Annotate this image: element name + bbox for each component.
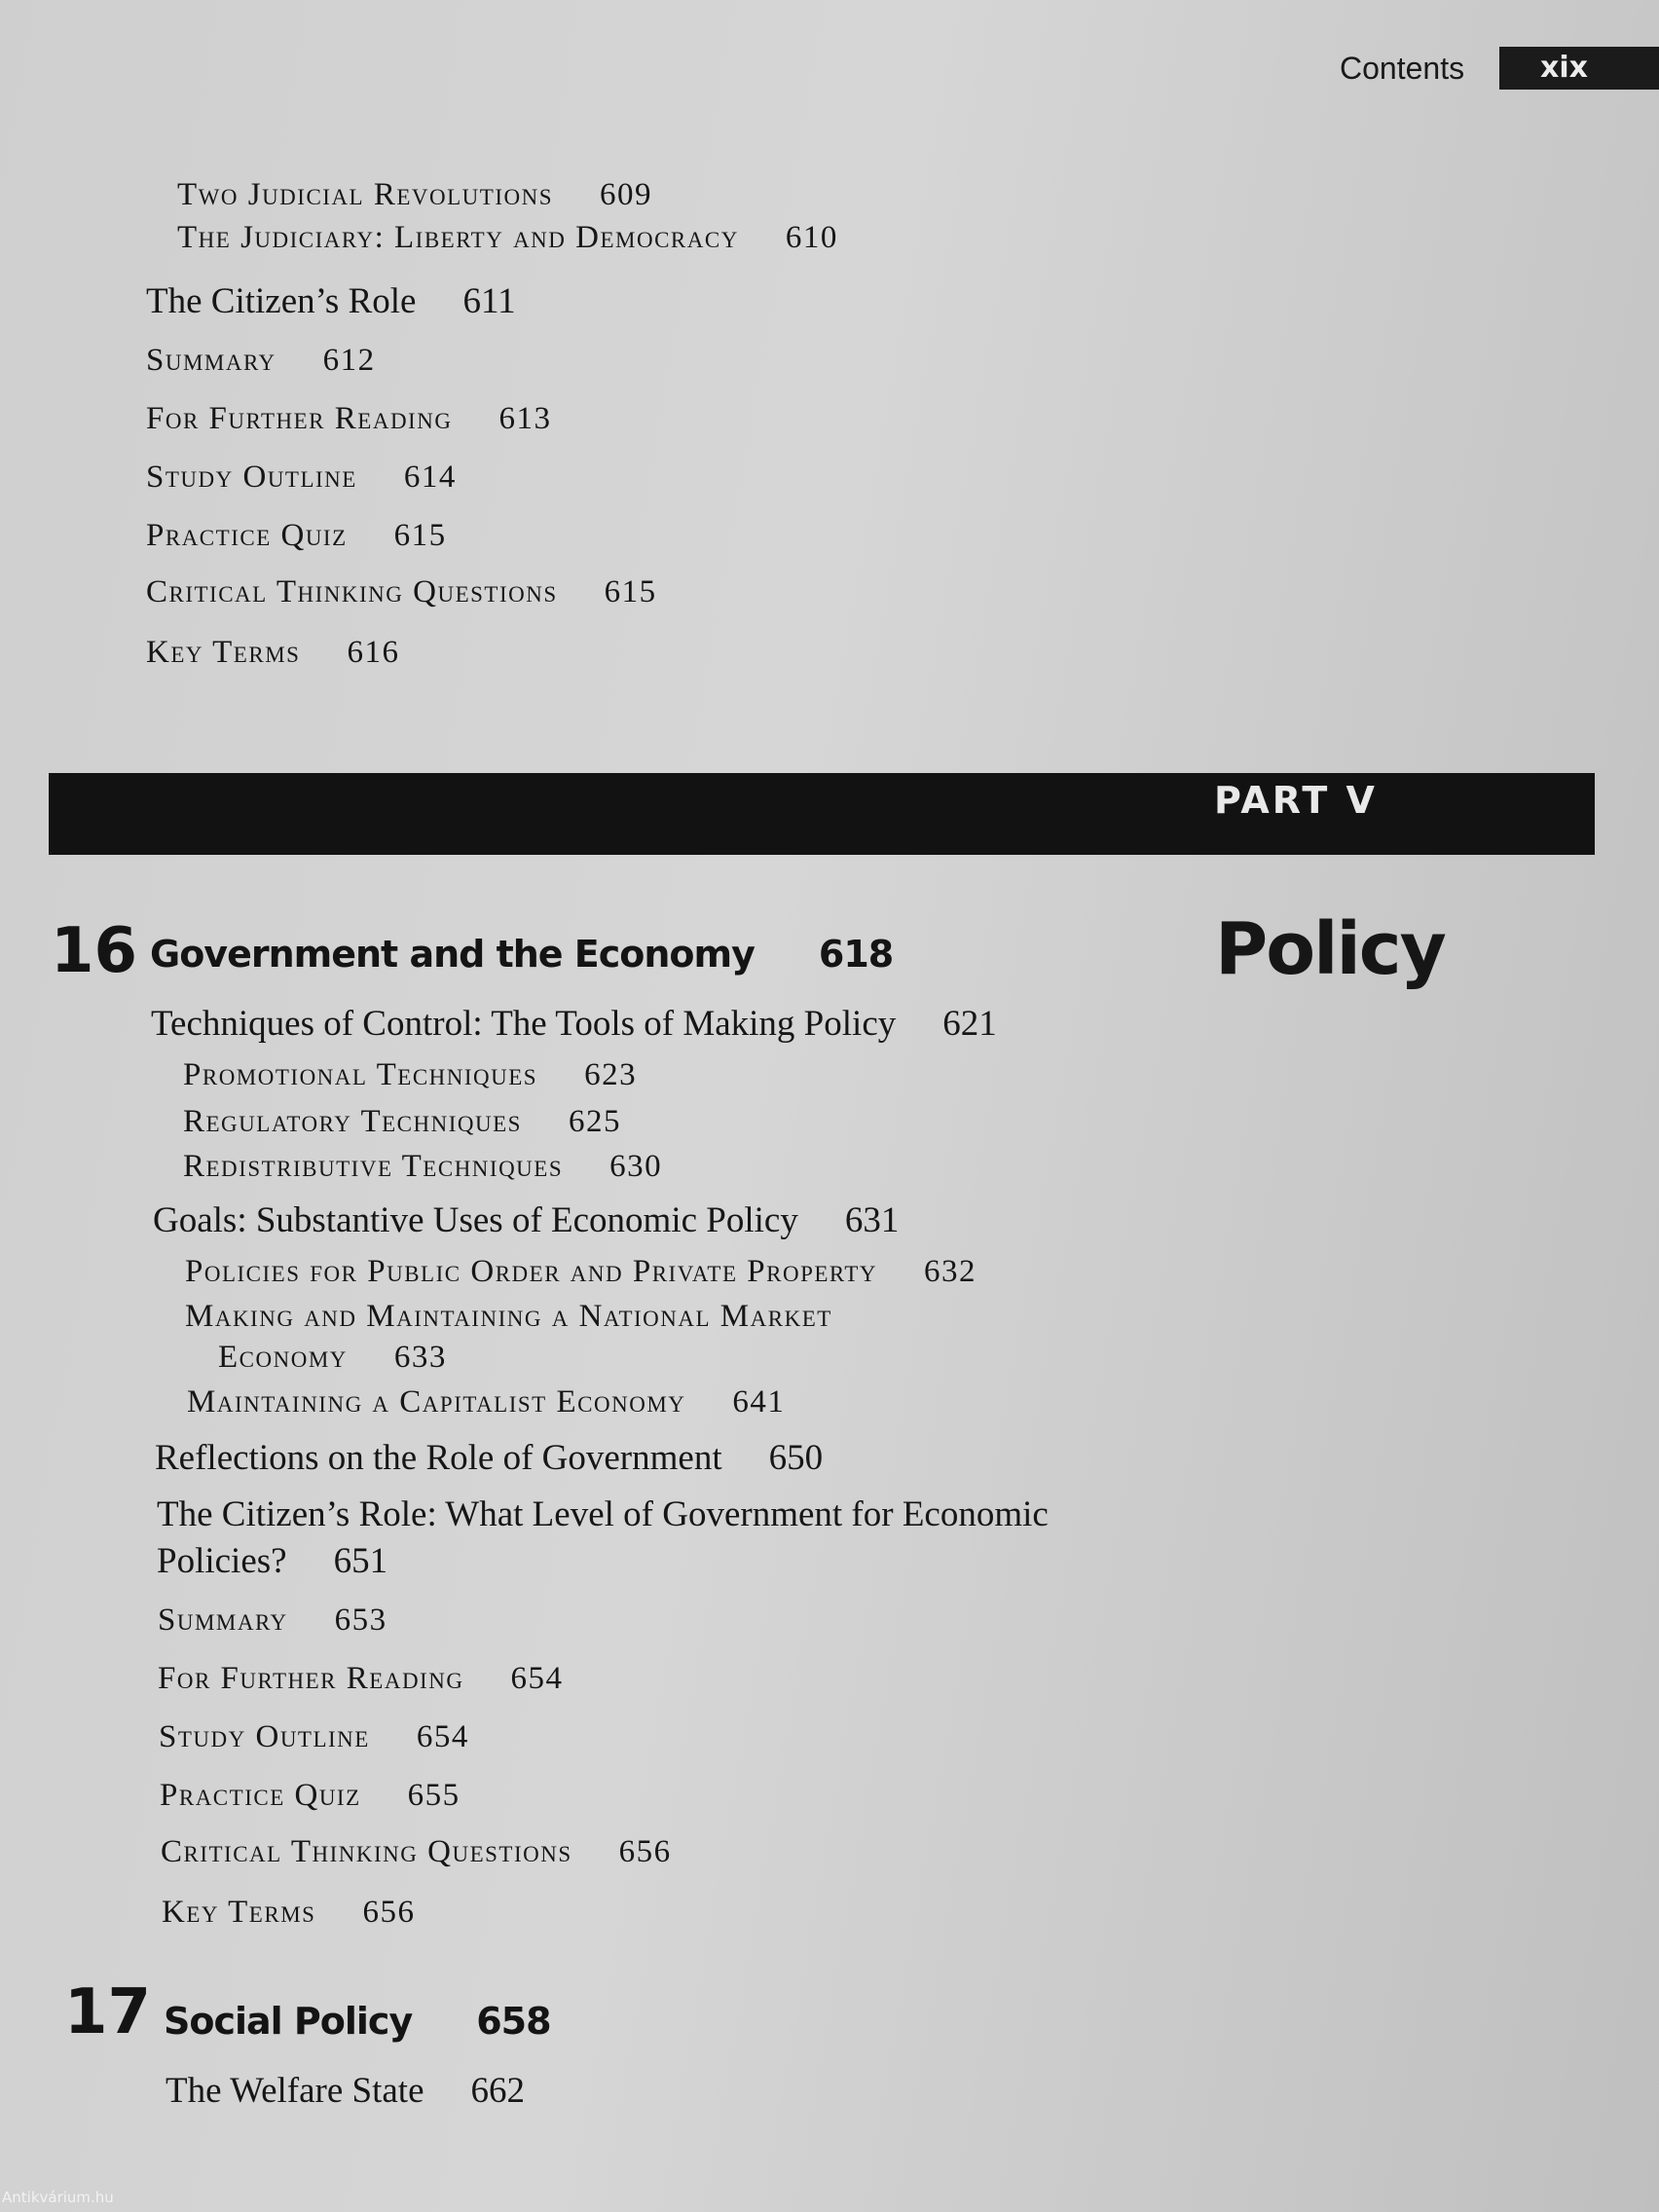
toc-entry-page: 633 bbox=[393, 1340, 447, 1375]
toc-entry-page: 641 bbox=[732, 1384, 786, 1419]
toc-entry bbox=[146, 401, 551, 437]
toc-entry bbox=[187, 1384, 785, 1420]
toc-entry-page: 615 bbox=[393, 518, 447, 553]
toc-entry bbox=[146, 343, 376, 379]
toc-entry-page: 609 bbox=[600, 177, 653, 212]
toc-entry bbox=[183, 1057, 637, 1093]
toc-entry-page: 654 bbox=[510, 1661, 564, 1696]
toc-entry-text: The Citizen’s Role bbox=[146, 281, 417, 321]
toc-entry-text: Policies for Public Order and Private Property bbox=[185, 1254, 878, 1289]
toc-entry-page: 613 bbox=[498, 401, 552, 436]
toc-entry bbox=[162, 1895, 415, 1931]
chapter-title-text: Government and the Economy bbox=[150, 933, 755, 976]
toc-entry bbox=[146, 280, 516, 322]
toc-entry-page: 621 bbox=[942, 1004, 997, 1044]
toc-entry-page: 623 bbox=[584, 1057, 638, 1092]
toc-entry bbox=[159, 1719, 469, 1755]
chapter-number: 17 bbox=[64, 1976, 152, 2048]
toc-entry-text: Maintaining a Capitalist Economy bbox=[187, 1384, 686, 1419]
toc-entry bbox=[177, 177, 652, 213]
toc-entry-page: 650 bbox=[768, 1438, 824, 1478]
toc-entry-text: Redistributive Techniques bbox=[183, 1149, 564, 1184]
toc-entry bbox=[160, 1778, 461, 1814]
part-title: Policy bbox=[1215, 907, 1445, 991]
toc-entry bbox=[185, 1254, 977, 1290]
toc-entry-page: 614 bbox=[403, 460, 457, 495]
toc-entry-text: Key Terms bbox=[146, 635, 301, 670]
toc-entry bbox=[183, 1149, 662, 1185]
toc-entry-text: Making and Maintaining a National Market bbox=[185, 1299, 832, 1334]
toc-entry-text: Key Terms bbox=[162, 1895, 316, 1930]
toc-entry-page: 616 bbox=[347, 635, 400, 670]
toc-entry bbox=[158, 1661, 563, 1697]
toc-entry bbox=[161, 1834, 672, 1870]
toc-entry-page: 656 bbox=[362, 1895, 416, 1930]
toc-entry-text: Practice Quiz bbox=[146, 518, 348, 553]
toc-entry-text: For Further Reading bbox=[158, 1661, 464, 1696]
toc-entry bbox=[183, 1104, 621, 1140]
toc-entry-page: 656 bbox=[618, 1834, 672, 1869]
running-header-label: Contents bbox=[1340, 51, 1465, 86]
toc-entry-text: Regulatory Techniques bbox=[183, 1104, 522, 1139]
chapter-title-text: Social Policy bbox=[164, 2000, 413, 2043]
toc-entry bbox=[146, 460, 457, 496]
toc-entry-text: The Welfare State bbox=[166, 2071, 424, 2111]
toc-entry-page: 610 bbox=[785, 220, 838, 255]
chapter-title bbox=[164, 2000, 551, 2043]
part-label: PART V bbox=[1214, 779, 1378, 822]
toc-entry-page: 653 bbox=[334, 1603, 387, 1638]
toc-entry bbox=[146, 518, 447, 554]
page-number-tab: xix bbox=[1499, 47, 1659, 90]
toc-entry-page: 632 bbox=[924, 1254, 977, 1289]
toc-entry-page: 651 bbox=[333, 1541, 388, 1581]
toc-entry-text: Reflections on the Role of Government bbox=[155, 1438, 722, 1478]
toc-entry-text: The Citizen’s Role: What Level of Government for Economic bbox=[157, 1494, 1049, 1534]
toc-entry-page: 625 bbox=[568, 1104, 621, 1139]
toc-entry bbox=[166, 2070, 525, 2112]
chapter-number: 16 bbox=[51, 915, 138, 987]
toc-entry-page: 631 bbox=[844, 1200, 900, 1240]
toc-entry-page: 662 bbox=[470, 2071, 525, 2111]
toc-entry-text: Two Judicial Revolutions bbox=[177, 177, 554, 212]
toc-entry-page: 654 bbox=[416, 1719, 469, 1754]
toc-entry bbox=[157, 1493, 1049, 1535]
toc-entry-text: Summary bbox=[146, 343, 276, 378]
toc-entry-text: For Further Reading bbox=[146, 401, 453, 436]
toc-entry bbox=[151, 1003, 997, 1045]
toc-entry-text: The Judiciary: Liberty and Democracy bbox=[177, 220, 739, 255]
chapter-title-page: 658 bbox=[476, 2000, 551, 2043]
chapter-title bbox=[150, 933, 893, 976]
part-banner bbox=[49, 773, 1595, 855]
toc-entry-text: Practice Quiz bbox=[160, 1778, 361, 1813]
toc-entry-page: 615 bbox=[604, 574, 657, 609]
toc-entry bbox=[177, 220, 838, 256]
toc-entry-text: Critical Thinking Questions bbox=[146, 574, 558, 609]
toc-entry bbox=[153, 1199, 899, 1241]
toc-entry-text: Study Outline bbox=[146, 460, 357, 495]
toc-entry bbox=[157, 1540, 387, 1582]
toc-entry-text: Economy bbox=[218, 1340, 348, 1375]
toc-entry-page: 611 bbox=[462, 281, 516, 321]
toc-entry-text: Critical Thinking Questions bbox=[161, 1834, 572, 1869]
toc-entry bbox=[218, 1340, 447, 1376]
toc-entry bbox=[155, 1437, 823, 1479]
toc-entry bbox=[158, 1603, 387, 1639]
watermark: Antikvárium.hu bbox=[2, 2189, 114, 2206]
toc-entry-text: Study Outline bbox=[159, 1719, 370, 1754]
toc-entry-text: Summary bbox=[158, 1603, 288, 1638]
toc-entry-page: 630 bbox=[609, 1149, 663, 1184]
toc-entry-text: Policies? bbox=[157, 1541, 287, 1581]
toc-entry-page: 655 bbox=[407, 1778, 461, 1813]
toc-entry bbox=[146, 574, 657, 610]
toc-entry-text: Promotional Techniques bbox=[183, 1057, 538, 1092]
toc-entry bbox=[146, 635, 399, 671]
toc-entry-page: 612 bbox=[322, 343, 376, 378]
toc-entry bbox=[185, 1299, 832, 1335]
toc-entry-text: Goals: Substantive Uses of Economic Policy bbox=[153, 1200, 798, 1240]
toc-entry-text: Techniques of Control: The Tools of Making Policy bbox=[151, 1004, 897, 1044]
chapter-title-page: 618 bbox=[818, 933, 894, 976]
